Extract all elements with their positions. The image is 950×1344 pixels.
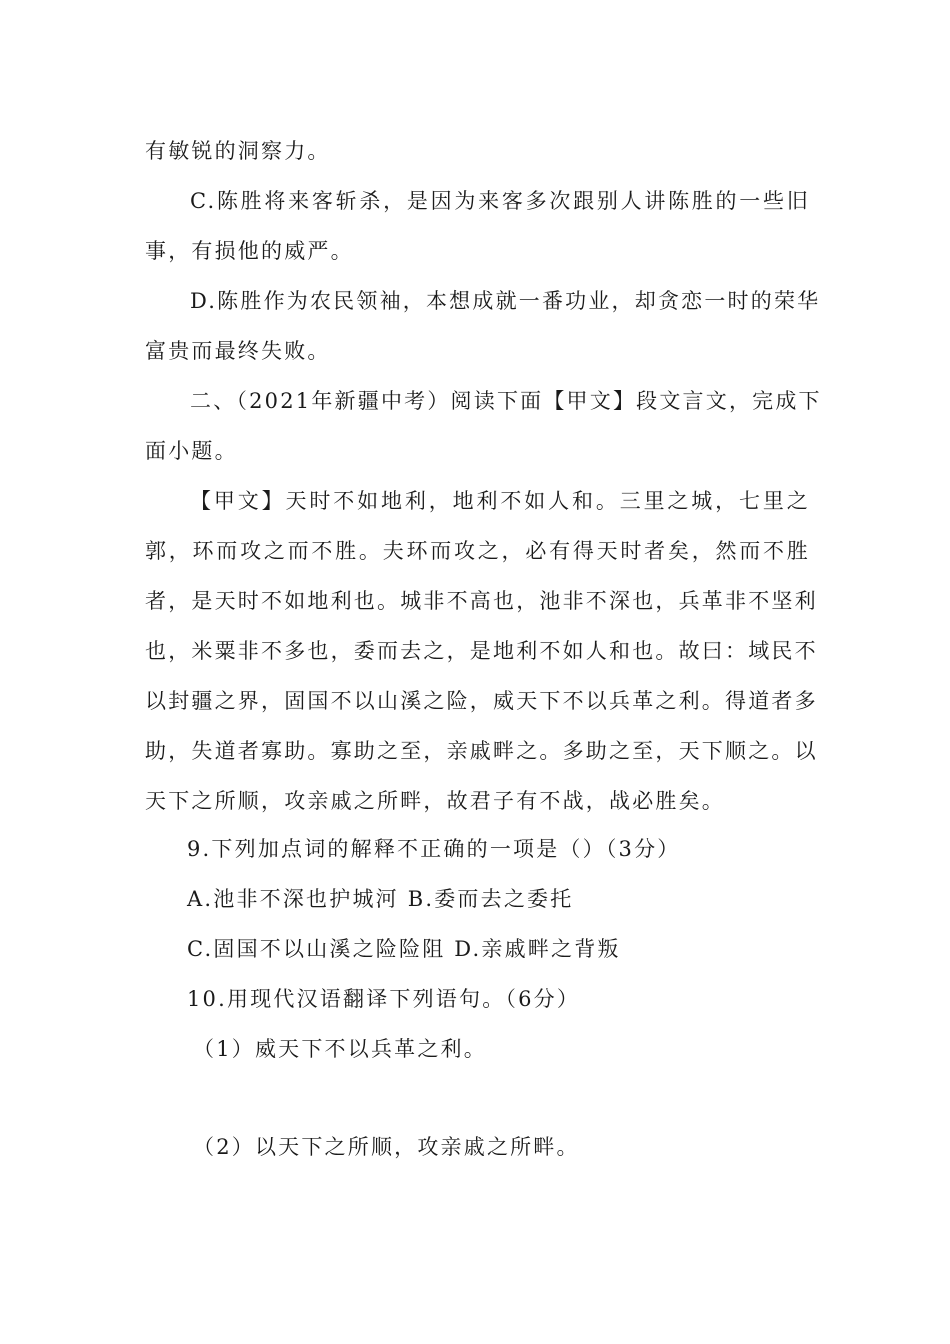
- section-two-heading-line-2: 面小题。: [145, 439, 238, 463]
- option-c-line-2: 事，有损他的威严。: [145, 239, 354, 263]
- passage-line-6: 助，失道者寡助。寡助之至，亲戚畔之。多助之至，天下顺之。以: [145, 739, 818, 763]
- option-b-tail: 有敏锐的洞察力。: [145, 139, 331, 163]
- question-9-stem: 9.下列加点词的解释不正确的一项是（）（3分）: [187, 837, 681, 861]
- question-9-options-ab: A.池非不深也护城河 B.委而去之委托: [187, 887, 574, 911]
- question-10-item-1: （1）威天下不以兵革之利。: [193, 1037, 487, 1061]
- passage-line-7: 天下之所顺，攻亲戚之所畔，故君子有不战，战必胜矣。: [145, 789, 725, 813]
- passage-line-4: 也，米粟非不多也，委而去之，是地利不如人和也。故曰：域民不: [145, 639, 818, 663]
- option-d-line-1: D.陈胜作为农民领袖，本想成就一番功业，却贪恋一时的荣华: [190, 289, 821, 313]
- question-10-stem: 10.用现代汉语翻译下列语句。（6分）: [187, 987, 581, 1011]
- option-c-line-1: C.陈胜将来客斩杀，是因为来客多次跟别人讲陈胜的一些旧: [190, 189, 810, 213]
- passage-line-1: 【甲文】天时不如地利，地利不如人和。三里之城，七里之: [190, 489, 810, 513]
- question-9-options-cd: C.固国不以山溪之险险阻 D.亲戚畔之背叛: [187, 937, 621, 961]
- question-10-item-2: （2）以天下之所顺，攻亲戚之所畔。: [193, 1135, 580, 1159]
- section-two-heading-line-1: 二、（2021年新疆中考）阅读下面【甲文】段文言文，完成下: [190, 389, 822, 413]
- option-d-line-2: 富贵而最终失败。: [145, 339, 331, 363]
- passage-line-3: 者，是天时不如地利也。城非不高也，池非不深也，兵革非不坚利: [145, 589, 818, 613]
- passage-line-5: 以封疆之界，固国不以山溪之险，威天下不以兵革之利。得道者多: [145, 689, 818, 713]
- passage-line-2: 郭，环而攻之而不胜。夫环而攻之，必有得天时者矣，然而不胜: [145, 539, 810, 563]
